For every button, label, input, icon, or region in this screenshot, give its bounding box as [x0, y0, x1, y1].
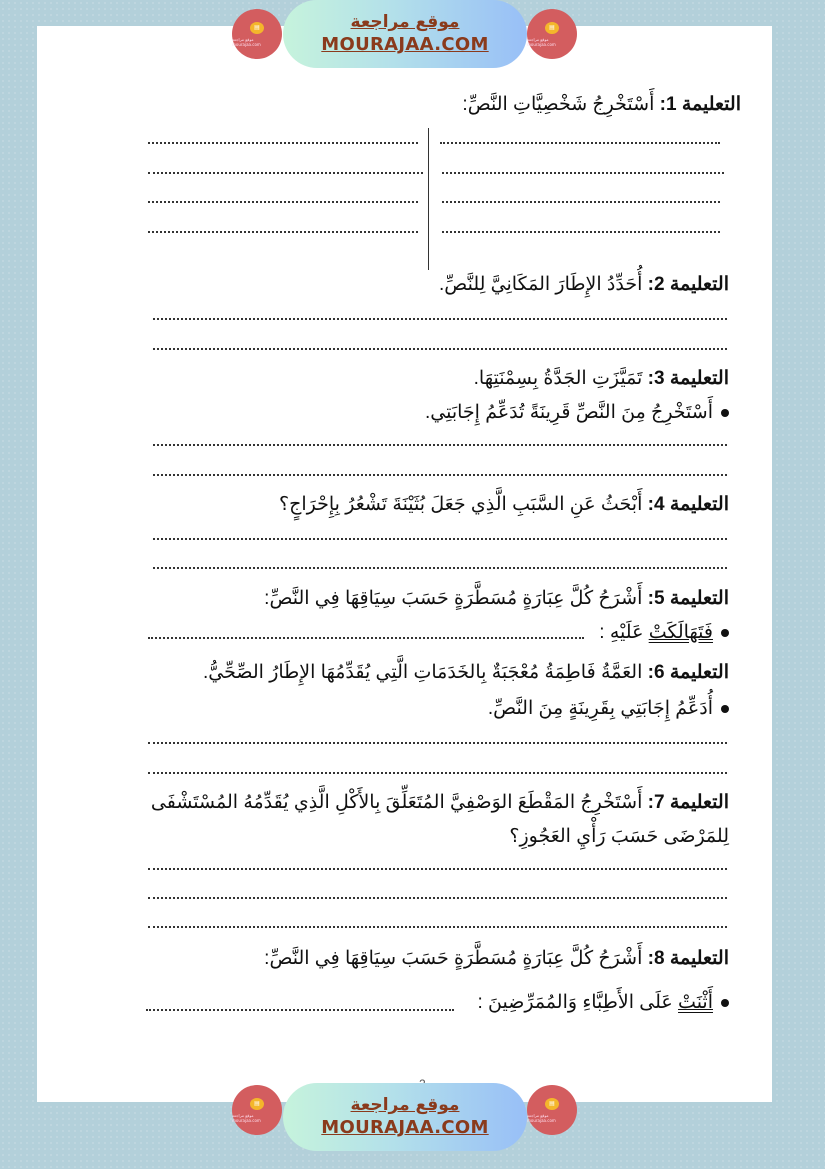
instruction-text: أَبْحَثُ عَنِ السَّبَبِ الَّذِي جَعَلَ بُثَيْنَةَ تَشْعُرُ بِإِحْرَاجٍ؟ [279, 494, 643, 515]
instruction-7 [151, 790, 729, 816]
site-name-english: MOURAJAA.COM [321, 1117, 489, 1138]
instruction-7-line2 [509, 824, 729, 850]
answer-line[interactable] [148, 637, 584, 639]
instruction-8 [264, 946, 729, 972]
answer-line[interactable] [148, 926, 727, 928]
instruction-label: التعليمة 5: [647, 588, 729, 609]
bullet-text: أَسْتَخْرِجُ مِنَ النَّصِّ قَرِينَةً تُدَعِّمُ إِجَابَتِي. [424, 402, 713, 423]
instruction-6 [203, 660, 729, 686]
answer-line[interactable] [148, 772, 727, 774]
bullet-icon [721, 629, 729, 637]
instruction-3-bullet [425, 400, 729, 426]
instruction-text: تَمَيَّزَتِ الجَدَّةُ بِسِمْنَتِهَا. [473, 368, 643, 389]
bullet-icon [721, 409, 729, 417]
badge-caption: موقع مراجعة mourajaa.com [527, 1112, 556, 1123]
book-icon: ▤ [250, 22, 264, 34]
book-icon: ▤ [545, 22, 559, 34]
site-name-arabic: موقع مراجعة [350, 12, 460, 32]
site-logo-badge-left[interactable] [232, 1085, 282, 1135]
instruction-2 [439, 272, 729, 298]
instruction-label: التعليمة 1: [659, 94, 741, 115]
instruction-label: التعليمة 2: [647, 274, 729, 295]
book-icon: ▤ [545, 1098, 559, 1110]
answer-line[interactable] [442, 172, 724, 174]
instruction-label: التعليمة 3: [647, 368, 729, 389]
answer-line[interactable] [153, 318, 727, 320]
site-logo-badge-right[interactable] [527, 1085, 577, 1135]
instruction-text: أَشْرَحُ كُلَّ عِبَارَةٍ مُسَطَّرَةٍ حَسَبَ سِيَاقِهَا فِي النَّصِّ: [264, 588, 643, 609]
instruction-8-bullet [477, 990, 729, 1016]
answer-line[interactable] [153, 538, 727, 540]
answer-line[interactable] [442, 231, 720, 233]
badge-caption: موقع مراجعة mourajaa.com [232, 36, 261, 47]
instruction-text: أَسْتَخْرِجُ شَخْصِيَّاتِ النَّصِّ: [462, 94, 655, 115]
answer-line[interactable] [153, 474, 727, 476]
instruction-label: التعليمة 4: [647, 494, 729, 515]
site-name-arabic: موقع مراجعة [350, 1095, 460, 1115]
answer-line[interactable] [148, 172, 423, 174]
badge-caption: موقع مراجعة mourajaa.com [232, 1112, 261, 1123]
instruction-1 [462, 92, 741, 118]
instruction-5-bullet [599, 620, 729, 646]
instruction-3 [474, 366, 729, 392]
answer-line[interactable] [148, 142, 418, 144]
instruction-label: التعليمة 6: [647, 662, 729, 683]
underlined-phrase: أَثْنَتْ [678, 992, 713, 1013]
bullet-text: عَلَيْهِ : [599, 622, 649, 643]
answer-line[interactable] [148, 231, 418, 233]
answer-line[interactable] [153, 567, 727, 569]
bullet-text: أُدَعِّمُ إِجَابَتِي بِقَرِينَةٍ مِنَ النَّصِّ. [487, 698, 713, 719]
answer-line[interactable] [153, 444, 727, 446]
instruction-5 [264, 586, 729, 612]
badge-caption: موقع مراجعة mourajaa.com [527, 36, 556, 47]
instruction-text: لِلمَرْضَى حَسَبَ رَأْيِ العَجُوزِ؟ [509, 826, 729, 847]
answer-line[interactable] [146, 1009, 454, 1011]
answer-line[interactable] [442, 201, 720, 203]
instruction-text: أَشْرَحُ كُلَّ عِبَارَةٍ مُسَطَّرَةٍ حَسَبَ سِيَاقِهَا فِي النَّصِّ: [264, 948, 643, 969]
column-divider [428, 128, 429, 270]
instruction-6-bullet [488, 696, 729, 722]
site-link-pill[interactable] [283, 1083, 527, 1151]
answer-line[interactable] [148, 868, 727, 870]
answer-line[interactable] [148, 897, 727, 899]
instruction-text: أُحَدِّدُ الإِطَارَ المَكَانِيَّ لِلنَّصِّ. [439, 274, 643, 295]
bullet-icon [721, 705, 729, 713]
instruction-label: التعليمة 8: [647, 948, 729, 969]
bullet-icon [721, 999, 729, 1007]
site-name-english: MOURAJAA.COM [321, 34, 489, 55]
instruction-text: العَمَّةُ فَاطِمَةُ مُعْجَبَةٌ بِالخَدَمَاتِ الَّتِي يُقَدِّمُهَا الإِطَارُ الصِّحِّيُّ. [202, 662, 643, 683]
book-icon: ▤ [250, 1098, 264, 1110]
instruction-4 [279, 492, 729, 518]
instruction-text: أَسْتَخْرِجُ المَقْطَعَ الوَصْفِيَّ المُتَعَلِّقَ بِالأَكْلِ الَّذِي يُقَدِّمُهُ المُسْتَشْفَى [150, 792, 643, 813]
instruction-label: التعليمة 7: [647, 792, 729, 813]
underlined-phrase: فَتَهَالَكَتْ [648, 622, 713, 643]
bottom-banner [0, 1083, 825, 1153]
answer-line[interactable] [153, 348, 727, 350]
answer-line[interactable] [148, 742, 727, 744]
bullet-text: عَلَى الأَطِبَّاءِ وَالمُمَرِّضِينَ : [477, 992, 679, 1013]
answer-line[interactable] [440, 142, 720, 144]
answer-line[interactable] [148, 201, 418, 203]
